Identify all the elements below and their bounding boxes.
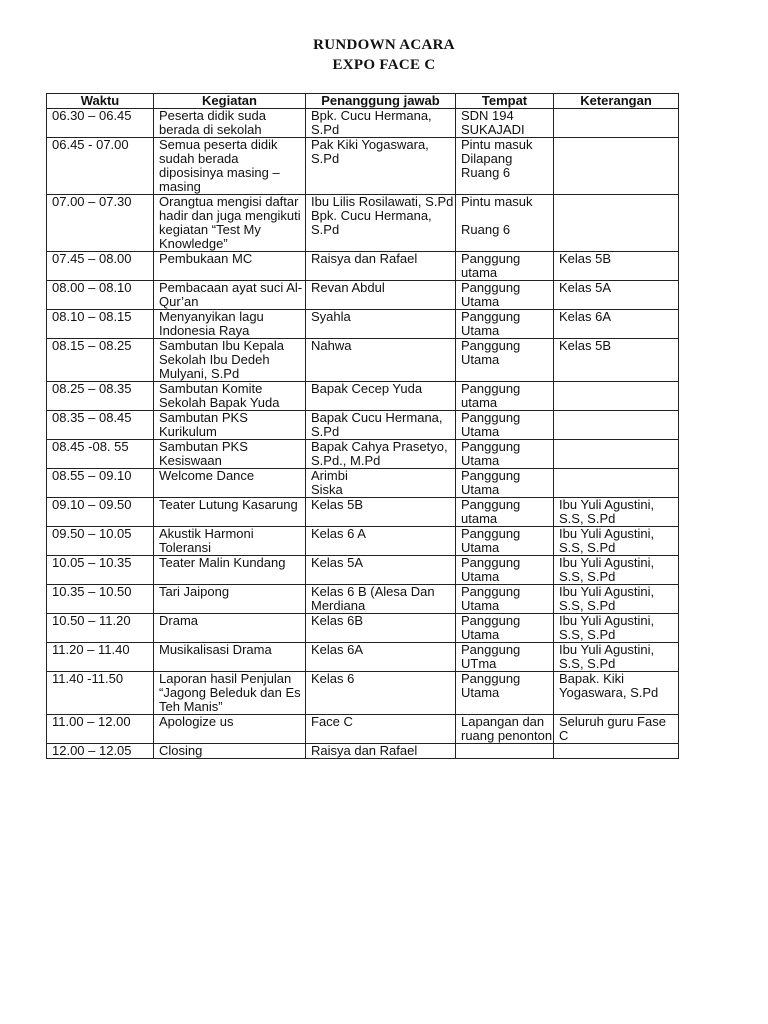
cell-tempat: Panggung Utama	[456, 339, 554, 382]
document-title: RUNDOWN ACARA	[313, 37, 455, 53]
cell-tempat: Panggung Utama	[456, 411, 554, 440]
cell-penanggung-jawab: Kelas 5A	[306, 556, 456, 585]
cell-waktu: 08.55 – 09.10	[47, 469, 154, 498]
cell-tempat: Panggung Utama	[456, 281, 554, 310]
header-penanggung-jawab: Penanggung jawab	[306, 94, 456, 109]
cell-tempat: SDN 194 SUKAJADI	[456, 109, 554, 138]
table-row	[47, 715, 679, 744]
cell-tempat: Lapangan dan ruang penonton	[456, 715, 554, 744]
cell-penanggung-jawab: Bapak Cucu Hermana, S.Pd	[306, 411, 456, 440]
rundown-table	[46, 93, 679, 759]
cell-keterangan: Bapak. Kiki Yogaswara, S.Pd	[554, 672, 679, 715]
cell-waktu: 07.45 – 08.00	[47, 252, 154, 281]
table-row	[47, 440, 679, 469]
cell-kegiatan: Welcome Dance	[154, 469, 306, 498]
cell-penanggung-jawab: Syahla	[306, 310, 456, 339]
cell-kegiatan: Sambutan PKS Kurikulum	[154, 411, 306, 440]
cell-penanggung-jawab: Arimbi Siska	[306, 469, 456, 498]
cell-waktu: 11.40 -11.50	[47, 672, 154, 715]
cell-penanggung-jawab: Face C	[306, 715, 456, 744]
cell-penanggung-jawab: Nahwa	[306, 339, 456, 382]
cell-waktu: 08.45 -08. 55	[47, 440, 154, 469]
cell-tempat: Panggung Utama	[456, 585, 554, 614]
table-row	[47, 252, 679, 281]
cell-tempat: Panggung Utama	[456, 310, 554, 339]
cell-tempat: Panggung Utama	[456, 527, 554, 556]
table-row	[47, 527, 679, 556]
cell-keterangan: Ibu Yuli Agustini, S.S, S.Pd	[554, 498, 679, 527]
cell-tempat: Panggung Utama	[456, 556, 554, 585]
cell-tempat: Panggung utama	[456, 498, 554, 527]
cell-waktu: 07.00 – 07.30	[47, 195, 154, 252]
table-row	[47, 585, 679, 614]
cell-waktu: 09.50 – 10.05	[47, 527, 154, 556]
cell-kegiatan: Drama	[154, 614, 306, 643]
cell-penanggung-jawab: Bpk. Cucu Hermana, S.Pd	[306, 109, 456, 138]
table-row	[47, 195, 679, 252]
cell-keterangan: Kelas 6A	[554, 310, 679, 339]
document-subtitle: EXPO FACE C	[332, 57, 436, 73]
cell-tempat	[456, 744, 554, 759]
table-row	[47, 643, 679, 672]
cell-waktu: 11.20 – 11.40	[47, 643, 154, 672]
cell-waktu: 09.10 – 09.50	[47, 498, 154, 527]
header-tempat: Tempat	[456, 94, 554, 109]
cell-tempat: Panggung UTma	[456, 643, 554, 672]
table-row	[47, 498, 679, 527]
cell-kegiatan: Akustik Harmoni Toleransi	[154, 527, 306, 556]
cell-kegiatan: Orangtua mengisi daftar hadir dan juga mengikuti kegiatan “Test My Knowledge”	[154, 195, 306, 252]
cell-tempat: Pintu masuk Ruang 6	[456, 195, 554, 252]
header-keterangan: Keterangan	[554, 94, 679, 109]
cell-waktu: 12.00 – 12.05	[47, 744, 154, 759]
cell-kegiatan: Sambutan Komite Sekolah Bapak Yuda	[154, 382, 306, 411]
table-row	[47, 109, 679, 138]
cell-waktu: 08.25 – 08.35	[47, 382, 154, 411]
cell-kegiatan: Laporan hasil Penjulan “Jagong Beleduk dan Es Teh Manis”	[154, 672, 306, 715]
table-row	[47, 556, 679, 585]
cell-kegiatan: Teater Malin Kundang	[154, 556, 306, 585]
cell-kegiatan: Semua peserta didik sudah berada diposisinya masing – masing	[154, 138, 306, 195]
cell-kegiatan: Pembukaan MC	[154, 252, 306, 281]
cell-waktu: 08.15 – 08.25	[47, 339, 154, 382]
header-kegiatan: Kegiatan	[154, 94, 306, 109]
cell-penanggung-jawab: Kelas 5B	[306, 498, 456, 527]
cell-keterangan	[554, 469, 679, 498]
cell-tempat: Panggung utama	[456, 382, 554, 411]
header-waktu: Waktu	[47, 94, 154, 109]
table-row	[47, 382, 679, 411]
table-row	[47, 138, 679, 195]
cell-keterangan: Ibu Yuli Agustini, S.S, S.Pd	[554, 527, 679, 556]
cell-penanggung-jawab: Bapak Cecep Yuda	[306, 382, 456, 411]
cell-keterangan: Kelas 5A	[554, 281, 679, 310]
cell-tempat: Panggung Utama	[456, 614, 554, 643]
cell-kegiatan: Closing	[154, 744, 306, 759]
cell-kegiatan: Menyanyikan lagu Indonesia Raya	[154, 310, 306, 339]
cell-keterangan	[554, 411, 679, 440]
cell-tempat: Panggung Utama	[456, 672, 554, 715]
cell-keterangan: Kelas 5B	[554, 339, 679, 382]
table-header-row	[47, 94, 679, 109]
cell-tempat: Panggung Utama	[456, 440, 554, 469]
table-row	[47, 310, 679, 339]
cell-keterangan: Ibu Yuli Agustini, S.S, S.Pd	[554, 556, 679, 585]
cell-keterangan	[554, 382, 679, 411]
table-row	[47, 469, 679, 498]
cell-kegiatan: Apologize us	[154, 715, 306, 744]
cell-penanggung-jawab: Revan Abdul	[306, 281, 456, 310]
cell-kegiatan: Teater Lutung Kasarung	[154, 498, 306, 527]
cell-penanggung-jawab: Pak Kiki Yogaswara, S.Pd	[306, 138, 456, 195]
cell-waktu: 10.05 – 10.35	[47, 556, 154, 585]
cell-penanggung-jawab: Kelas 6 A	[306, 527, 456, 556]
cell-keterangan: Ibu Yuli Agustini, S.S, S.Pd	[554, 585, 679, 614]
cell-keterangan	[554, 440, 679, 469]
cell-keterangan: Seluruh guru Fase C	[554, 715, 679, 744]
table-row	[47, 614, 679, 643]
cell-keterangan	[554, 138, 679, 195]
table-row	[47, 281, 679, 310]
cell-keterangan	[554, 195, 679, 252]
cell-keterangan: Kelas 5B	[554, 252, 679, 281]
table-row	[47, 672, 679, 715]
cell-waktu: 08.10 – 08.15	[47, 310, 154, 339]
cell-tempat: Pintu masuk Dilapang Ruang 6	[456, 138, 554, 195]
cell-penanggung-jawab: Kelas 6A	[306, 643, 456, 672]
cell-penanggung-jawab: Raisya dan Rafael	[306, 744, 456, 759]
table-row	[47, 744, 679, 759]
cell-kegiatan: Peserta didik suda berada di sekolah	[154, 109, 306, 138]
cell-kegiatan: Sambutan PKS Kesiswaan	[154, 440, 306, 469]
cell-kegiatan: Musikalisasi Drama	[154, 643, 306, 672]
cell-penanggung-jawab: Kelas 6 B (Alesa Dan Merdiana	[306, 585, 456, 614]
table-row	[47, 411, 679, 440]
cell-keterangan	[554, 744, 679, 759]
cell-penanggung-jawab: Ibu Lilis Rosilawati, S.Pd Bpk. Cucu Hermana, S.Pd	[306, 195, 456, 252]
cell-keterangan: Ibu Yuli Agustini, S.S, S.Pd	[554, 614, 679, 643]
cell-penanggung-jawab: Bapak Cahya Prasetyo, S.Pd., M.Pd	[306, 440, 456, 469]
cell-waktu: 06.45 - 07.00	[47, 138, 154, 195]
cell-waktu: 10.50 – 11.20	[47, 614, 154, 643]
cell-kegiatan: Pembacaan ayat suci Al- Qur’an	[154, 281, 306, 310]
cell-penanggung-jawab: Kelas 6	[306, 672, 456, 715]
cell-waktu: 10.35 – 10.50	[47, 585, 154, 614]
cell-waktu: 08.00 – 08.10	[47, 281, 154, 310]
cell-waktu: 06.30 – 06.45	[47, 109, 154, 138]
cell-tempat: Panggung Utama	[456, 469, 554, 498]
cell-keterangan	[554, 109, 679, 138]
cell-penanggung-jawab: Raisya dan Rafael	[306, 252, 456, 281]
cell-waktu: 08.35 – 08.45	[47, 411, 154, 440]
cell-kegiatan: Sambutan Ibu Kepala Sekolah Ibu Dedeh Mulyani, S.Pd	[154, 339, 306, 382]
cell-tempat: Panggung utama	[456, 252, 554, 281]
table-row	[47, 339, 679, 382]
cell-kegiatan: Tari Jaipong	[154, 585, 306, 614]
table-body	[47, 109, 679, 759]
cell-penanggung-jawab: Kelas 6B	[306, 614, 456, 643]
cell-waktu: 11.00 – 12.00	[47, 715, 154, 744]
cell-keterangan: Ibu Yuli Agustini, S.S, S.Pd	[554, 643, 679, 672]
